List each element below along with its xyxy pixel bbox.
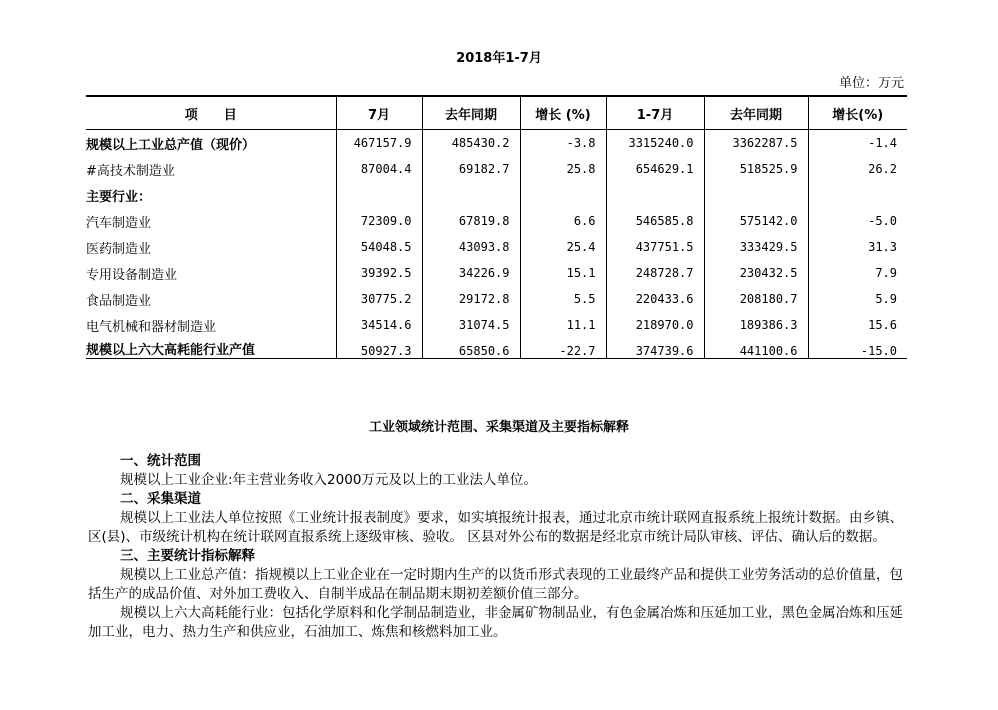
cell-value: 437751.5 xyxy=(606,234,704,260)
cell-value: 230432.5 xyxy=(704,260,808,286)
row-label: 专用设备制造业 xyxy=(86,267,178,283)
table-row xyxy=(86,338,907,359)
cell-value: 87004.4 xyxy=(336,156,422,182)
cell-value: 248728.7 xyxy=(606,260,704,286)
row-label: 主要行业： xyxy=(86,189,152,205)
column-header-item: 项 目 xyxy=(184,107,237,123)
table-row xyxy=(86,260,907,286)
industrial-output-table xyxy=(86,95,907,359)
cell-value: 189386.3 xyxy=(704,312,808,338)
cell-value: 31074.5 xyxy=(422,312,520,338)
column-header-last-year-jan-jul: 去年同期 xyxy=(704,96,808,130)
cell-value: 39392.5 xyxy=(336,260,422,286)
table-row xyxy=(86,208,907,234)
column-header-july: 7月 xyxy=(336,96,422,130)
cell-value xyxy=(422,182,520,208)
cell-value: 15.1 xyxy=(520,260,606,286)
section-heading-scope: 一、统计范围 xyxy=(120,453,201,469)
cell-value: 220433.6 xyxy=(606,286,704,312)
row-label: #高技术制造业 xyxy=(86,163,175,179)
cell-value: 546585.8 xyxy=(606,208,704,234)
cell-value: 467157.9 xyxy=(336,130,422,157)
section-heading-channel: 二、采集渠道 xyxy=(120,491,201,507)
cell-value: 333429.5 xyxy=(704,234,808,260)
cell-value: 65850.6 xyxy=(422,338,520,359)
report-title: 2018年1-7月 xyxy=(456,51,542,66)
cell-value: 31.3 xyxy=(808,234,907,260)
notes-title: 工业领域统计范围、采集渠道及主要指标解释 xyxy=(368,420,629,435)
cell-value: -5.0 xyxy=(808,208,907,234)
cell-value: -15.0 xyxy=(808,338,907,359)
cell-value: 25.8 xyxy=(520,156,606,182)
cell-value: -3.8 xyxy=(520,130,606,157)
cell-value: 485430.2 xyxy=(422,130,520,157)
cell-value: 11.1 xyxy=(520,312,606,338)
row-label: 食品制造业 xyxy=(86,293,152,309)
section-text-high-energy: 规模以上六大高耗能行业：包括化学原料和化学制品制造业，非金属矿物制品业，有色金属冶炼和压延加工业，黑色金属冶炼和压延加工业，电力、热力生产和供应业，石油加工、炼焦和核燃料加工业。 xyxy=(88,605,903,640)
notes-body xyxy=(88,452,908,642)
row-label: 医药制造业 xyxy=(86,241,152,257)
cell-value: 654629.1 xyxy=(606,156,704,182)
cell-value: 67819.8 xyxy=(422,208,520,234)
table-row xyxy=(86,286,907,312)
cell-value xyxy=(606,182,704,208)
section-text-output-value: 规模以上工业总产值：指规模以上工业企业在一定时期内生产的以货币形式表现的工业最终产品和提供工业劳务活动的总价值量，包括生产的成品价值、对外加工费收入、自制半成品在制品期末期初差额价值三部分。 xyxy=(88,567,903,602)
row-label: 汽车制造业 xyxy=(86,215,152,231)
cell-value xyxy=(336,182,422,208)
table-row xyxy=(86,234,907,260)
cell-value: 25.4 xyxy=(520,234,606,260)
cell-value: 34226.9 xyxy=(422,260,520,286)
column-header-last-year-july: 去年同期 xyxy=(422,96,520,130)
column-header-growth-jan-jul: 增长(%) xyxy=(808,96,907,130)
cell-value: -1.4 xyxy=(808,130,907,157)
cell-value: 7.9 xyxy=(808,260,907,286)
cell-value: 72309.0 xyxy=(336,208,422,234)
cell-value: 43093.8 xyxy=(422,234,520,260)
cell-value: 3315240.0 xyxy=(606,130,704,157)
cell-value: 3362287.5 xyxy=(704,130,808,157)
cell-value: 6.6 xyxy=(520,208,606,234)
cell-value: -22.7 xyxy=(520,338,606,359)
cell-value: 69182.7 xyxy=(422,156,520,182)
cell-value: 29172.8 xyxy=(422,286,520,312)
cell-value: 518525.9 xyxy=(704,156,808,182)
cell-value: 34514.6 xyxy=(336,312,422,338)
cell-value: 54048.5 xyxy=(336,234,422,260)
table-header-row xyxy=(86,96,907,130)
table-row xyxy=(86,130,907,157)
cell-value: 374739.6 xyxy=(606,338,704,359)
column-header-jan-jul: 1-7月 xyxy=(606,96,704,130)
cell-value: 50927.3 xyxy=(336,338,422,359)
cell-value: 218970.0 xyxy=(606,312,704,338)
table-row xyxy=(86,182,907,208)
cell-value: 15.6 xyxy=(808,312,907,338)
row-label: 规模以上工业总产值（现价） xyxy=(86,137,256,153)
cell-value: 26.2 xyxy=(808,156,907,182)
table-row xyxy=(86,312,907,338)
cell-value xyxy=(704,182,808,208)
cell-value: 5.9 xyxy=(808,286,907,312)
section-text-scope: 规模以上工业企业:年主营业务收入2000万元及以上的工业法人单位。 xyxy=(120,472,537,488)
section-text-channel: 规模以上工业法人单位按照《工业统计报表制度》要求，如实填报统计报表，通过北京市统计联网直报系统上报统计数据。由乡镇、区(县)、市级统计机构在统计联网直报系统上逐级审核、验收。 区县对外公布的数据是经北京市统计局队审核、评估、确认后的数据。 xyxy=(88,510,903,545)
cell-value: 441100.6 xyxy=(704,338,808,359)
cell-value: 208180.7 xyxy=(704,286,808,312)
row-label: 电气机械和器材制造业 xyxy=(86,319,217,335)
section-heading-indicators: 三、主要统计指标解释 xyxy=(120,548,255,564)
cell-value: 575142.0 xyxy=(704,208,808,234)
cell-value xyxy=(808,182,907,208)
unit-label: 单位：万元 xyxy=(838,76,904,91)
cell-value: 5.5 xyxy=(520,286,606,312)
cell-value xyxy=(520,182,606,208)
row-label: 规模以上六大高耗能行业产值 xyxy=(86,343,256,358)
column-header-growth-july: 增长 (%) xyxy=(520,96,606,130)
table-row xyxy=(86,156,907,182)
cell-value: 30775.2 xyxy=(336,286,422,312)
